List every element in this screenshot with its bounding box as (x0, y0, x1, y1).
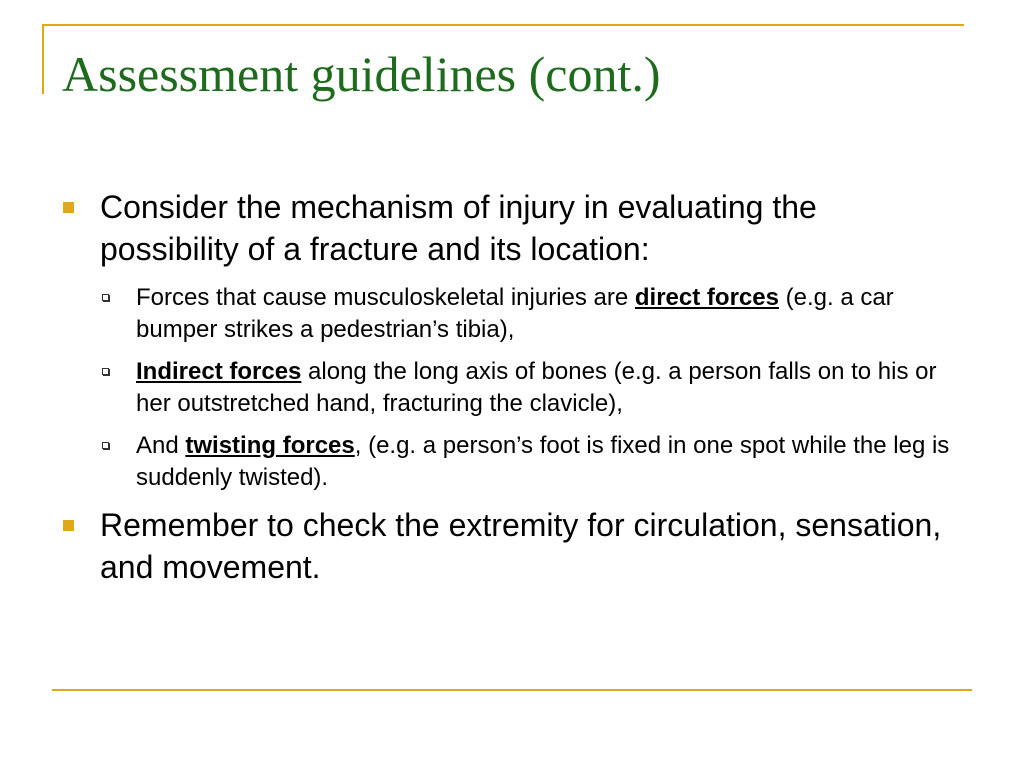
shadowed-square-bullet-icon (102, 368, 109, 375)
left-border-line (42, 24, 44, 94)
sub-bullet-text-before: And (136, 432, 186, 459)
bullet-text: Remember to check the extremity for circulation, sensation, and movement. (100, 507, 942, 585)
shadowed-square-bullet-icon (102, 294, 109, 301)
emphasis-twisting-forces: twisting forces (185, 432, 355, 459)
bottom-border-line (52, 689, 972, 691)
sub-bullet-twisting-forces (100, 430, 962, 494)
sub-bullet-direct-forces (100, 282, 962, 346)
sub-bullet-text-after: , (e.g. a person’s foot is fixed in one spot while the leg is suddenly twisted). (136, 432, 950, 491)
sub-bullet-text-before: Forces that cause musculoskeletal injuries are (136, 284, 635, 311)
bullet-check-extremity (62, 504, 962, 588)
filled-square-bullet-icon (63, 520, 74, 531)
slide-body (62, 186, 962, 600)
shadowed-square-bullet-icon (102, 442, 109, 449)
top-border-line (44, 24, 964, 26)
filled-square-bullet-icon (63, 202, 74, 213)
slide-title: Assessment guidelines (cont.) (62, 46, 661, 102)
emphasis-direct-forces: direct forces (634, 284, 779, 311)
emphasis-indirect-forces: Indirect forces (136, 358, 302, 385)
sub-bullet-indirect-forces (100, 356, 962, 420)
sub-bullet-text-after: (e.g. a car bumper strikes a pedestrian’s tibia), (136, 284, 894, 343)
bullet-text: Consider the mechanism of injury in evaluating the possibility of a fracture and its location: (100, 189, 817, 267)
sub-bullet-text-after: along the long axis of bones (e.g. a person falls on to his or her outstretched hand, fracturing the clavicle), (136, 358, 937, 417)
bullet-mechanism-of-injury (62, 186, 962, 270)
